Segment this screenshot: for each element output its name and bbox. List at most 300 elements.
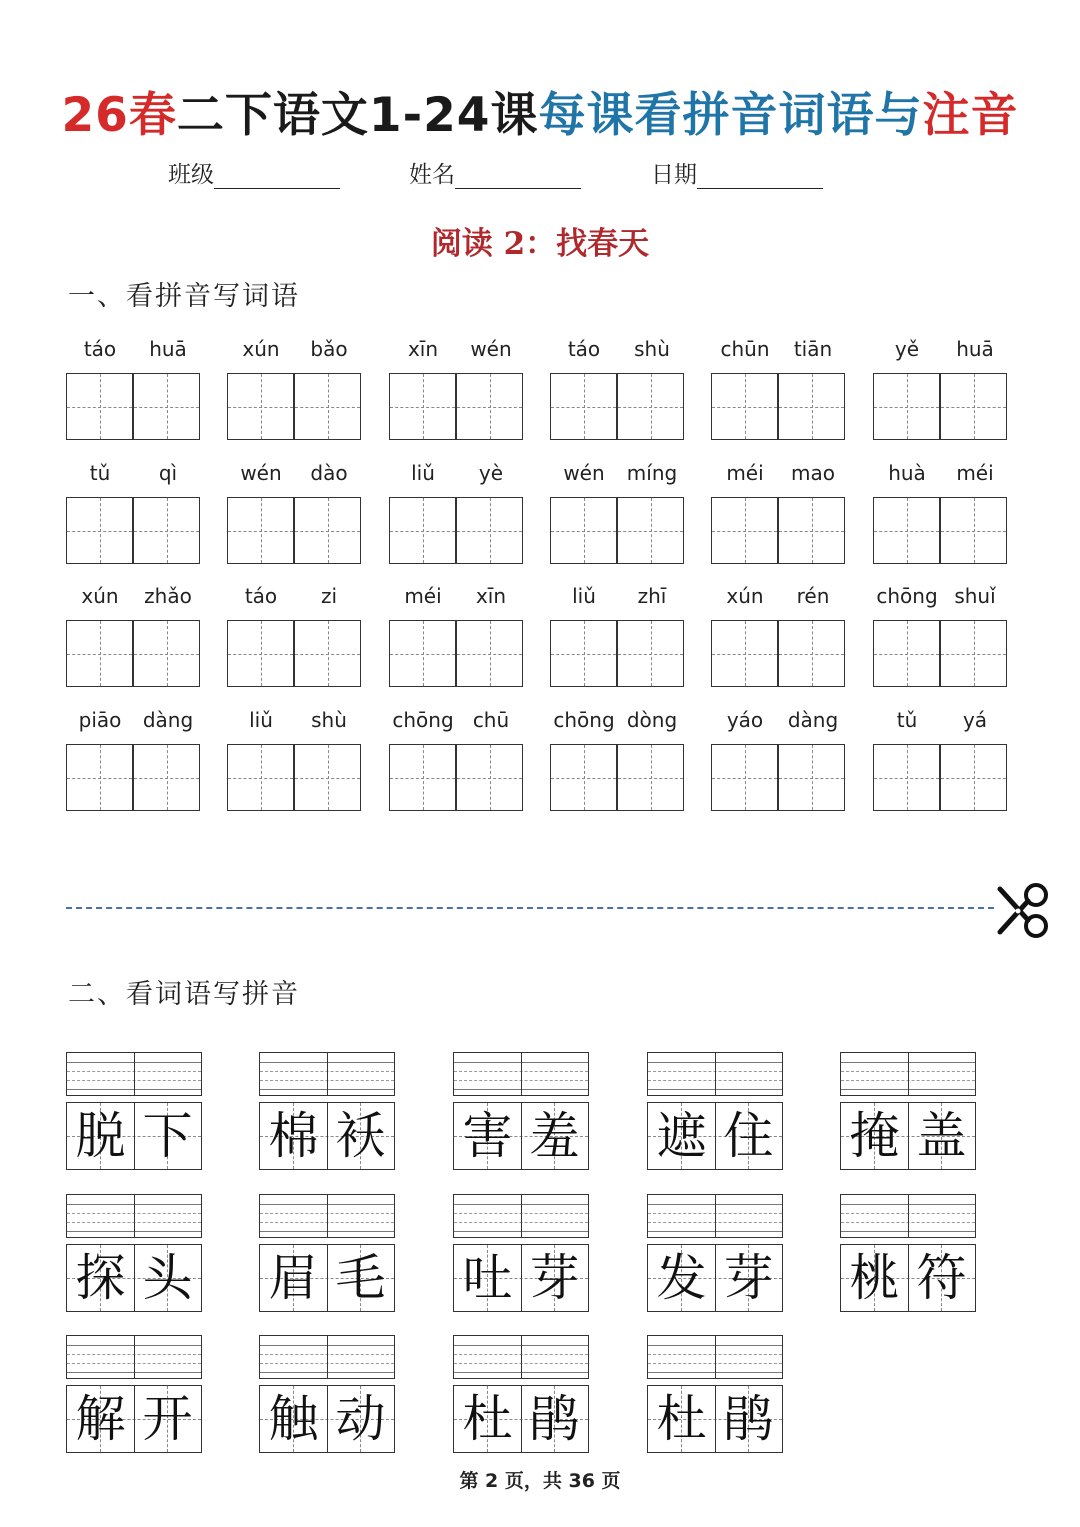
class-label: 班级 <box>168 162 214 188</box>
guide-line-horizontal <box>618 407 683 408</box>
writing-grid <box>550 744 686 812</box>
guide-line-horizontal <box>390 531 455 532</box>
pinyin-writing-lines[interactable] <box>259 1194 395 1238</box>
pinyin-syllable: tǔ <box>896 708 918 732</box>
writing-grid <box>873 497 1009 565</box>
name-field <box>409 156 581 189</box>
pinyin-word-item <box>66 708 202 738</box>
word-item <box>453 1194 589 1312</box>
pinyin-syllable: bǎo <box>310 337 348 361</box>
word-item <box>66 1335 202 1453</box>
pinyin-word-item <box>550 584 686 614</box>
character-writing-cell[interactable] <box>294 620 361 687</box>
pinyin-word-item <box>227 337 363 367</box>
cell-divider <box>327 1336 328 1378</box>
word-item <box>259 1194 395 1312</box>
pinyin-label-row <box>711 584 847 614</box>
pinyin-syllable: dòng <box>626 708 678 732</box>
guide-line-horizontal <box>712 654 777 655</box>
pinyin-syllable: xún <box>242 337 280 361</box>
pinyin-label-row <box>550 337 686 367</box>
section1-heading: 一、看拼音写词语 <box>68 281 300 312</box>
character-writing-cell[interactable] <box>778 373 845 440</box>
pinyin-label-row <box>227 337 363 367</box>
pinyin-syllable: zhī <box>637 584 667 608</box>
page-title <box>0 78 1080 145</box>
guide-line-horizontal <box>67 654 132 655</box>
character-writing-cell[interactable] <box>778 620 845 687</box>
word-character: 动 <box>335 1390 386 1448</box>
guide-line-horizontal <box>295 531 360 532</box>
pinyin-word-item <box>389 461 525 491</box>
character-writing-cell[interactable] <box>456 620 523 687</box>
title-part-topic: 每课看拼音词语与 <box>538 88 923 143</box>
character-writing-cell[interactable] <box>711 744 778 811</box>
character-writing-cell[interactable] <box>389 373 456 440</box>
class-field <box>168 156 340 189</box>
character-writing-cell[interactable] <box>940 620 1007 687</box>
pinyin-syllable: zhǎo <box>144 584 192 608</box>
pinyin-word-item <box>389 584 525 614</box>
pinyin-label-row <box>389 337 525 367</box>
pinyin-word-item <box>389 708 525 738</box>
word-character: 脱 <box>75 1107 126 1165</box>
guide-line-horizontal <box>457 778 522 779</box>
guide-line-horizontal <box>618 531 683 532</box>
guide-line-horizontal <box>457 654 522 655</box>
pinyin-label-row <box>873 337 1009 367</box>
pinyin-syllable: wén <box>563 461 605 485</box>
character-box <box>66 1102 202 1170</box>
character-writing-cell[interactable] <box>873 620 940 687</box>
word-item <box>840 1194 976 1312</box>
word-character: 棉 <box>268 1107 319 1165</box>
character-writing-cell[interactable] <box>133 373 200 440</box>
character-writing-cell[interactable] <box>873 373 940 440</box>
pinyin-label-row <box>389 708 525 738</box>
character-writing-cell[interactable] <box>389 744 456 811</box>
pinyin-syllable: xún <box>726 584 764 608</box>
pinyin-writing-lines[interactable] <box>453 1194 589 1238</box>
pinyin-syllable: chōng <box>876 584 938 608</box>
pinyin-label-row <box>66 584 202 614</box>
title-part-season: 26春 <box>61 88 177 143</box>
pinyin-word-item <box>711 461 847 491</box>
guide-line-horizontal <box>295 407 360 408</box>
word-character: 掩 <box>849 1107 900 1165</box>
guide-line-horizontal <box>67 778 132 779</box>
pinyin-syllable: liǔ <box>572 584 596 608</box>
guide-line-horizontal <box>228 778 293 779</box>
character-writing-cell[interactable] <box>133 497 200 564</box>
word-character: 芽 <box>723 1249 774 1307</box>
character-writing-cell[interactable] <box>456 744 523 811</box>
cell-divider <box>908 1195 909 1237</box>
character-writing-cell[interactable] <box>456 373 523 440</box>
guide-line-horizontal <box>228 407 293 408</box>
pinyin-word-item <box>66 461 202 491</box>
word-character: 解 <box>75 1390 126 1448</box>
word-character: 害 <box>462 1107 513 1165</box>
pinyin-syllable: méi <box>956 461 994 485</box>
character-writing-cell[interactable] <box>873 497 940 564</box>
word-character: 鹃 <box>723 1390 774 1448</box>
writing-grid <box>711 497 847 565</box>
pinyin-syllable: huā <box>149 337 187 361</box>
character-writing-cell[interactable] <box>389 497 456 564</box>
pinyin-syllable: yě <box>894 337 920 361</box>
pinyin-syllable: huā <box>956 337 994 361</box>
character-writing-cell[interactable] <box>66 497 133 564</box>
guide-line-horizontal <box>941 778 1006 779</box>
word-character: 触 <box>268 1390 319 1448</box>
character-writing-cell[interactable] <box>227 620 294 687</box>
character-writing-cell[interactable] <box>133 620 200 687</box>
character-writing-cell[interactable] <box>456 497 523 564</box>
character-writing-cell[interactable] <box>294 497 361 564</box>
pinyin-word-item <box>711 337 847 367</box>
guide-line-horizontal <box>779 407 844 408</box>
character-box <box>453 1102 589 1170</box>
cell-divider <box>715 1195 716 1237</box>
writing-grid <box>66 744 202 812</box>
pinyin-label-row <box>227 584 363 614</box>
character-writing-cell[interactable] <box>711 497 778 564</box>
pinyin-syllable: liǔ <box>411 461 435 485</box>
character-box <box>66 1385 202 1453</box>
pinyin-word-item <box>873 708 1009 738</box>
pinyin-writing-lines[interactable] <box>453 1335 589 1379</box>
pinyin-label-row <box>227 461 363 491</box>
character-writing-cell[interactable] <box>617 497 684 564</box>
word-item <box>647 1052 783 1170</box>
pinyin-writing-lines[interactable] <box>259 1052 395 1096</box>
pinyin-writing-lines[interactable] <box>647 1335 783 1379</box>
character-box <box>259 1102 395 1170</box>
pinyin-syllable: chūn <box>720 337 770 361</box>
pinyin-syllable: piāo <box>78 708 122 732</box>
title-part-course: 二下语文1-24课 <box>176 88 539 143</box>
character-writing-cell[interactable] <box>778 744 845 811</box>
pinyin-word-item <box>873 461 1009 491</box>
writing-grid <box>711 744 847 812</box>
word-character: 住 <box>723 1107 774 1165</box>
pinyin-syllable: táo <box>244 584 278 608</box>
word-character: 下 <box>142 1107 193 1165</box>
word-character: 遮 <box>656 1107 707 1165</box>
pinyin-word-item <box>711 708 847 738</box>
pinyin-label-row <box>66 337 202 367</box>
writing-grid <box>550 373 686 441</box>
word-character: 芽 <box>529 1249 580 1307</box>
character-writing-cell[interactable] <box>550 620 617 687</box>
guide-line-horizontal <box>390 407 455 408</box>
writing-grid <box>389 373 525 441</box>
pinyin-label-row <box>711 461 847 491</box>
name-blank[interactable] <box>455 164 581 189</box>
pinyin-word-item <box>550 461 686 491</box>
guide-line-horizontal <box>228 531 293 532</box>
guide-line-horizontal <box>228 654 293 655</box>
cell-divider <box>327 1195 328 1237</box>
guide-line-horizontal <box>67 407 132 408</box>
word-character: 羞 <box>529 1107 580 1165</box>
word-item <box>259 1052 395 1170</box>
pinyin-writing-lines[interactable] <box>647 1194 783 1238</box>
writing-grid <box>389 620 525 688</box>
word-character: 盖 <box>916 1107 967 1165</box>
character-writing-cell[interactable] <box>133 744 200 811</box>
pinyin-word-item <box>66 337 202 367</box>
cell-divider <box>134 1195 135 1237</box>
pinyin-syllable: xīn <box>407 337 439 361</box>
guide-line-horizontal <box>874 407 939 408</box>
pinyin-syllable: yè <box>478 461 504 485</box>
cell-divider <box>134 1336 135 1378</box>
section2-heading: 二、看词语写拼音 <box>68 979 300 1010</box>
writing-grid <box>66 373 202 441</box>
writing-grid <box>711 373 847 441</box>
pinyin-syllable: wén <box>240 461 282 485</box>
character-writing-cell[interactable] <box>389 620 456 687</box>
pinyin-label-row <box>873 708 1009 738</box>
character-box <box>647 1244 783 1312</box>
word-character: 探 <box>75 1249 126 1307</box>
character-writing-cell[interactable] <box>227 744 294 811</box>
pinyin-syllable: yá <box>962 708 988 732</box>
guide-line-horizontal <box>134 778 199 779</box>
writing-grid <box>66 497 202 565</box>
pinyin-syllable: shuǐ <box>954 584 996 608</box>
pinyin-writing-lines[interactable] <box>66 1335 202 1379</box>
cut-line <box>66 907 994 909</box>
character-writing-cell[interactable] <box>617 373 684 440</box>
character-box <box>840 1244 976 1312</box>
guide-line-horizontal <box>551 654 616 655</box>
word-item <box>453 1052 589 1170</box>
pinyin-word-item <box>66 584 202 614</box>
character-writing-cell[interactable] <box>294 744 361 811</box>
character-writing-cell[interactable] <box>778 497 845 564</box>
pinyin-syllable: rén <box>796 584 830 608</box>
cell-divider <box>327 1053 328 1095</box>
guide-line-horizontal <box>551 778 616 779</box>
word-character: 吐 <box>462 1249 513 1307</box>
guide-line-horizontal <box>618 778 683 779</box>
pinyin-writing-lines[interactable] <box>840 1052 976 1096</box>
scissors-icon <box>994 880 1056 942</box>
word-item <box>840 1052 976 1170</box>
word-character: 毛 <box>335 1249 386 1307</box>
name-label: 姓名 <box>409 162 455 188</box>
guide-line-horizontal <box>712 531 777 532</box>
guide-line-horizontal <box>712 778 777 779</box>
guide-line-horizontal <box>618 654 683 655</box>
pinyin-label-row <box>66 461 202 491</box>
pinyin-syllable: huà <box>888 461 926 485</box>
date-blank[interactable] <box>697 164 823 189</box>
character-box <box>453 1385 589 1453</box>
cell-divider <box>715 1053 716 1095</box>
pinyin-syllable: méi <box>726 461 764 485</box>
pinyin-writing-lines[interactable] <box>647 1052 783 1096</box>
writing-grid <box>227 620 363 688</box>
writing-grid <box>227 373 363 441</box>
pinyin-label-row <box>227 708 363 738</box>
pinyin-syllable: liǔ <box>249 708 273 732</box>
writing-grid <box>873 373 1009 441</box>
character-box <box>259 1244 395 1312</box>
pinyin-syllable: míng <box>626 461 678 485</box>
pinyin-label-row <box>550 708 686 738</box>
pinyin-label-row <box>711 708 847 738</box>
writing-grid <box>550 497 686 565</box>
character-box <box>259 1385 395 1453</box>
title-part-annotation: 注音 <box>922 88 1019 143</box>
pinyin-syllable: tǔ <box>89 461 111 485</box>
writing-grid <box>389 497 525 565</box>
writing-grid <box>66 620 202 688</box>
cell-divider <box>134 1053 135 1095</box>
character-writing-cell[interactable] <box>550 497 617 564</box>
character-writing-cell[interactable] <box>873 744 940 811</box>
word-character: 杜 <box>462 1390 513 1448</box>
pinyin-label-row <box>711 337 847 367</box>
guide-line-horizontal <box>712 407 777 408</box>
character-writing-cell[interactable] <box>940 744 1007 811</box>
cell-divider <box>521 1195 522 1237</box>
character-writing-cell[interactable] <box>617 620 684 687</box>
guide-line-horizontal <box>874 654 939 655</box>
word-character: 开 <box>142 1390 193 1448</box>
pinyin-syllable: mao <box>791 461 835 485</box>
character-writing-cell[interactable] <box>294 373 361 440</box>
word-character: 发 <box>656 1249 707 1307</box>
word-character: 眉 <box>268 1249 319 1307</box>
writing-grid <box>389 744 525 812</box>
pinyin-label-row <box>873 584 1009 614</box>
word-character: 头 <box>142 1249 193 1307</box>
character-writing-cell[interactable] <box>66 620 133 687</box>
writing-grid <box>873 744 1009 812</box>
pinyin-syllable: méi <box>404 584 442 608</box>
guide-line-horizontal <box>390 778 455 779</box>
word-item <box>259 1335 395 1453</box>
guide-line-horizontal <box>457 407 522 408</box>
character-writing-cell[interactable] <box>940 497 1007 564</box>
character-writing-cell[interactable] <box>66 744 133 811</box>
pinyin-label-row <box>550 461 686 491</box>
pinyin-syllable: táo <box>567 337 601 361</box>
guide-line-horizontal <box>457 531 522 532</box>
word-character: 杜 <box>656 1390 707 1448</box>
guide-line-horizontal <box>941 654 1006 655</box>
word-item <box>66 1052 202 1170</box>
pinyin-syllable: zi <box>320 584 338 608</box>
guide-line-horizontal <box>134 407 199 408</box>
page-footer: 第 2 页，共 36 页 <box>459 1470 621 1492</box>
character-box <box>647 1102 783 1170</box>
character-writing-cell[interactable] <box>550 373 617 440</box>
date-label: 日期 <box>651 162 697 188</box>
pinyin-word-item <box>550 337 686 367</box>
guide-line-horizontal <box>390 654 455 655</box>
guide-line-horizontal <box>134 654 199 655</box>
pinyin-word-item <box>227 584 363 614</box>
guide-line-horizontal <box>874 778 939 779</box>
character-box <box>453 1244 589 1312</box>
pinyin-word-item <box>389 337 525 367</box>
pinyin-syllable: xīn <box>475 584 507 608</box>
pinyin-writing-lines[interactable] <box>453 1052 589 1096</box>
pinyin-syllable: yáo <box>726 708 764 732</box>
guide-line-horizontal <box>941 531 1006 532</box>
word-character: 桃 <box>849 1249 900 1307</box>
character-box <box>66 1244 202 1312</box>
character-box <box>647 1385 783 1453</box>
character-writing-cell[interactable] <box>227 497 294 564</box>
pinyin-syllable: táo <box>83 337 117 361</box>
pinyin-label-row <box>873 461 1009 491</box>
pinyin-syllable: chōng <box>392 708 454 732</box>
pinyin-word-item <box>711 584 847 614</box>
class-blank[interactable] <box>214 164 340 189</box>
character-writing-cell[interactable] <box>711 620 778 687</box>
word-character: 袄 <box>335 1107 386 1165</box>
pinyin-syllable: chōng <box>553 708 615 732</box>
pinyin-syllable: wén <box>470 337 512 361</box>
word-item <box>647 1194 783 1312</box>
word-character: 符 <box>916 1249 967 1307</box>
word-character: 鹃 <box>529 1390 580 1448</box>
pinyin-word-item <box>873 337 1009 367</box>
writing-grid <box>873 620 1009 688</box>
guide-line-horizontal <box>551 531 616 532</box>
lesson-subtitle: 阅读 2：找春天 <box>430 226 650 262</box>
character-writing-cell[interactable] <box>66 373 133 440</box>
character-writing-cell[interactable] <box>711 373 778 440</box>
guide-line-horizontal <box>134 531 199 532</box>
cell-divider <box>908 1053 909 1095</box>
pinyin-syllable: xún <box>81 584 119 608</box>
cell-divider <box>521 1053 522 1095</box>
writing-grid <box>711 620 847 688</box>
pinyin-syllable: dàng <box>142 708 194 732</box>
pinyin-syllable: shù <box>634 337 670 361</box>
writing-grid <box>227 744 363 812</box>
word-item <box>66 1194 202 1312</box>
pinyin-label-row <box>389 584 525 614</box>
pinyin-syllable: dào <box>310 461 348 485</box>
guide-line-horizontal <box>295 778 360 779</box>
pinyin-word-item <box>227 461 363 491</box>
pinyin-word-item <box>227 708 363 738</box>
pinyin-word-item <box>550 708 686 738</box>
character-writing-cell[interactable] <box>940 373 1007 440</box>
guide-line-horizontal <box>779 778 844 779</box>
pinyin-writing-lines[interactable] <box>840 1194 976 1238</box>
character-writing-cell[interactable] <box>227 373 294 440</box>
character-writing-cell[interactable] <box>617 744 684 811</box>
guide-line-horizontal <box>779 654 844 655</box>
cell-divider <box>521 1336 522 1378</box>
pinyin-label-row <box>389 461 525 491</box>
pinyin-writing-lines[interactable] <box>259 1335 395 1379</box>
pinyin-writing-lines[interactable] <box>66 1052 202 1096</box>
character-writing-cell[interactable] <box>550 744 617 811</box>
pinyin-writing-lines[interactable] <box>66 1194 202 1238</box>
pinyin-label-row <box>550 584 686 614</box>
